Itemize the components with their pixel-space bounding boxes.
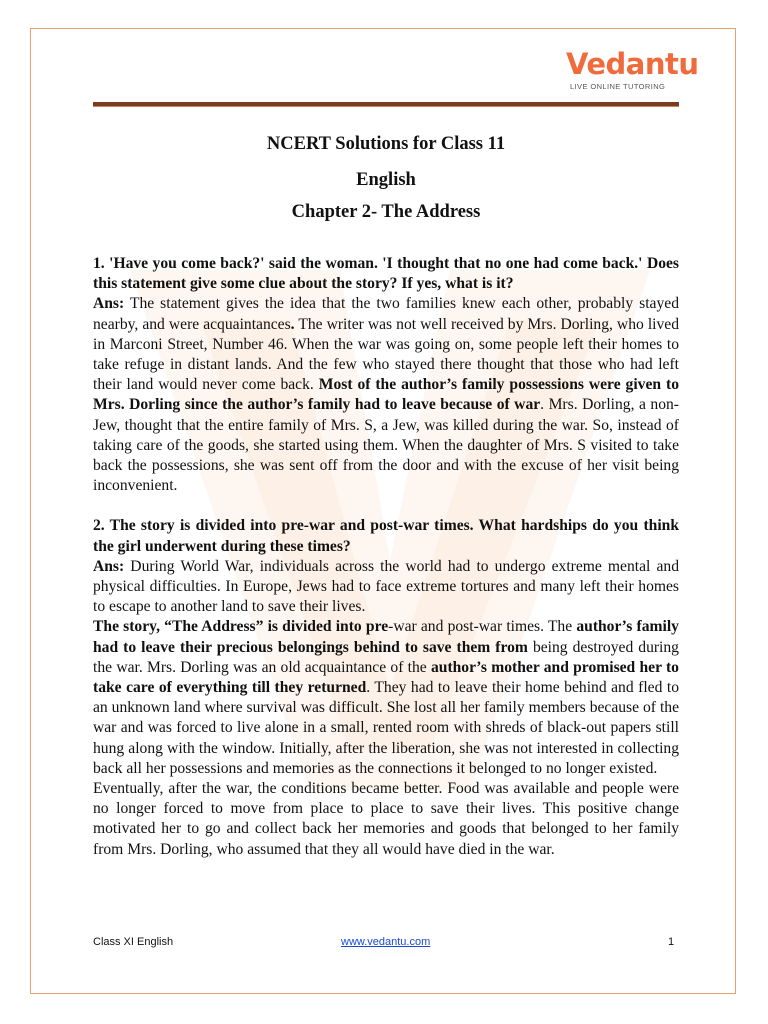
doc-chapter: Chapter 2- The Address — [291, 202, 481, 222]
footer-website-link[interactable]: www.vedantu.com — [341, 936, 431, 948]
header-rule — [93, 102, 679, 107]
doc-title: NCERT Solutions for Class 11 — [266, 134, 506, 154]
answer-label: Ans: — [93, 557, 125, 575]
answer-label: Ans: — [93, 295, 125, 313]
page-number: 1 — [668, 936, 675, 948]
logo-tagline: LIVE ONLINE TUTORING — [570, 82, 666, 91]
doc-body — [93, 254, 679, 860]
answer-2-para-1: Ans: During World War, individuals across the world had to undergo extreme mental and physical difficulties. In Europe, Jews had to face extreme tortures and many left their homes to escape to another land to save their lives. — [93, 557, 679, 616]
vedantu-logo[interactable] — [566, 47, 699, 94]
question-2: 2. The story is divided into pre-war and post-war times. What hardships do you think the girl underwent during these times? — [93, 517, 679, 555]
logo-wordmark: Vedantu — [566, 47, 699, 81]
question-1: 1. 'Have you come back?' said the woman. 'I thought that no one had come back.' Does this statement give some clue about the story? If yes, what is it? — [93, 255, 679, 293]
answer-2-para-3: Eventually, after the war, the conditions became better. Food was available and people were no longer forced to move from place to place to save their lives. This positive change motivated her to go and collect back her memories and goods that belonged to her family from Mrs. Dorling, who assumed that they all would have died in the war. — [93, 780, 679, 858]
footer-class-label: Class XI English — [93, 936, 174, 948]
doc-subject: English — [356, 170, 416, 190]
answer-2-para-2: The story, “The Address” is divided into pre-war and post-war times. The author’s family had to leave their precious belongings behind to save them from being destroyed during the war. Mrs. Dorling was an old acquaintance of the author’s mother and promised her to take care of everything till they returned. They had to leave their home behind and fled to an unknown land where survival was difficult. She lost all her family members because of the war and was forced to live alone in a small, rented room with shreds of black-out papers still hung along with the window. Initially, after the liberation, she was not interested in collecting back all her possessions and memories as the connections it belonged to no longer existed. — [93, 618, 679, 777]
answer-1: Ans: The statement gives the idea that the two families knew each other, probably stayed nearby, and were acquaintances. The writer was not well received by Mrs. Dorling, who lived in Marconi Street, Number 46. When the war was going on, some people left their homes to take refuge in distant lands. And the few who stayed there thought that those who had left their land would never come back. Most of the author’s family possessions were given to Mrs. Dorling since the author’s family had to leave because of war. Mrs. Dorling, a non- Jew, thought that the entire family of Mrs. S, a Jew, was killed during the war. So, instead of taking care of the goods, she started using them. When the daughter of Mrs. S visited to take back the possessions, she was sent off from the door and with the excuse of her visit being inconvenient. — [93, 295, 679, 495]
